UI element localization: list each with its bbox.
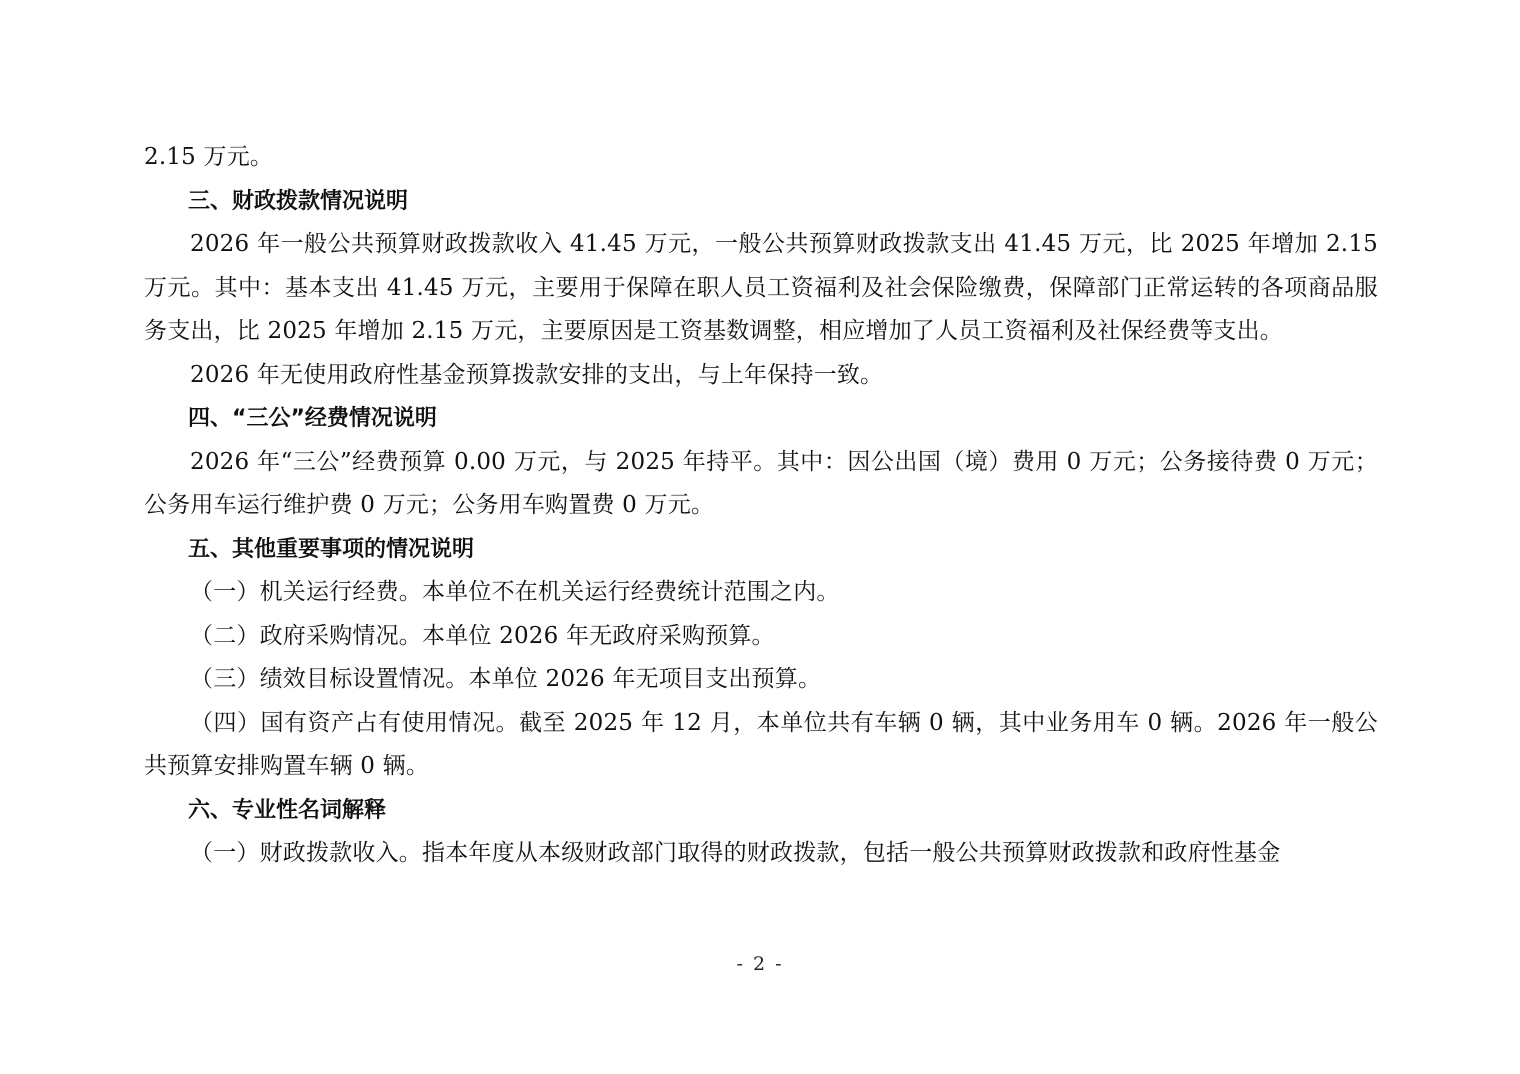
section-heading-other-matters: 五、其他重要事项的情况说明: [188, 536, 475, 562]
paragraph-government-fund: 2026 年无使用政府性基金预算拨款安排的支出，与上年保持一致。: [190, 361, 884, 388]
page-number: - 2 -: [736, 953, 784, 975]
paragraph-government-procurement: （二）政府采购情况。本单位 2026 年无政府采购预算。: [190, 622, 775, 649]
section-heading-three-public-expenses: 四、“三公”经费情况说明: [188, 406, 437, 431]
paragraph-performance-targets: （三）绩效目标设置情况。本单位 2026 年无项目支出预算。: [190, 666, 822, 692]
section-heading-fiscal-appropriation: 三、财政拨款情况说明: [188, 188, 409, 214]
paragraph-fiscal-income-definition: （一）财政拨款收入。指本年度从本级财政部门取得的财政拨款，包括一般公共预算财政拨款和政府性基金: [190, 840, 1281, 866]
paragraph-fiscal-appropriation: 2026 年一般公共预算财政拨款收入 41.45 万元，一般公共预算财政拨款支出 41.45 万元，比 2025 年增加 2.15 万元。其中：基本支出 41.45 万元，主要用于保障在职人员工资福利及社会保险缴费，保障部门正常运转的各项商品服务支出，比 2025 年增加 2.15 万元，主要原因是工资基数调整，相应增加了人员工资福利及社保经费等支出。: [144, 231, 1378, 344]
section-heading-terminology: 六、专业性名词解释: [188, 797, 387, 823]
paragraph-operating-expenses: （一）机关运行经费。本单位不在机关运行经费统计范围之内。: [190, 579, 840, 605]
paragraph-three-public-expenses: 2026 年“三公”经费预算 0.00 万元，与 2025 年持平。其中：因公出国（境）费用 0 万元；公务接待费 0 万元；公务用车运行维护费 0 万元；公务用车购置费 0 万元。: [144, 448, 1378, 518]
paragraph-state-assets: （四）国有资产占有使用情况。截至 2025 年 12 月，本单位共有车辆 0 辆，其中业务用车 0 辆。2026 年一般公共预算安排购置车辆 0 辆。: [144, 709, 1378, 779]
document-body: [144, 136, 1378, 876]
paragraph-continuation: 2.15 万元。: [144, 144, 274, 170]
